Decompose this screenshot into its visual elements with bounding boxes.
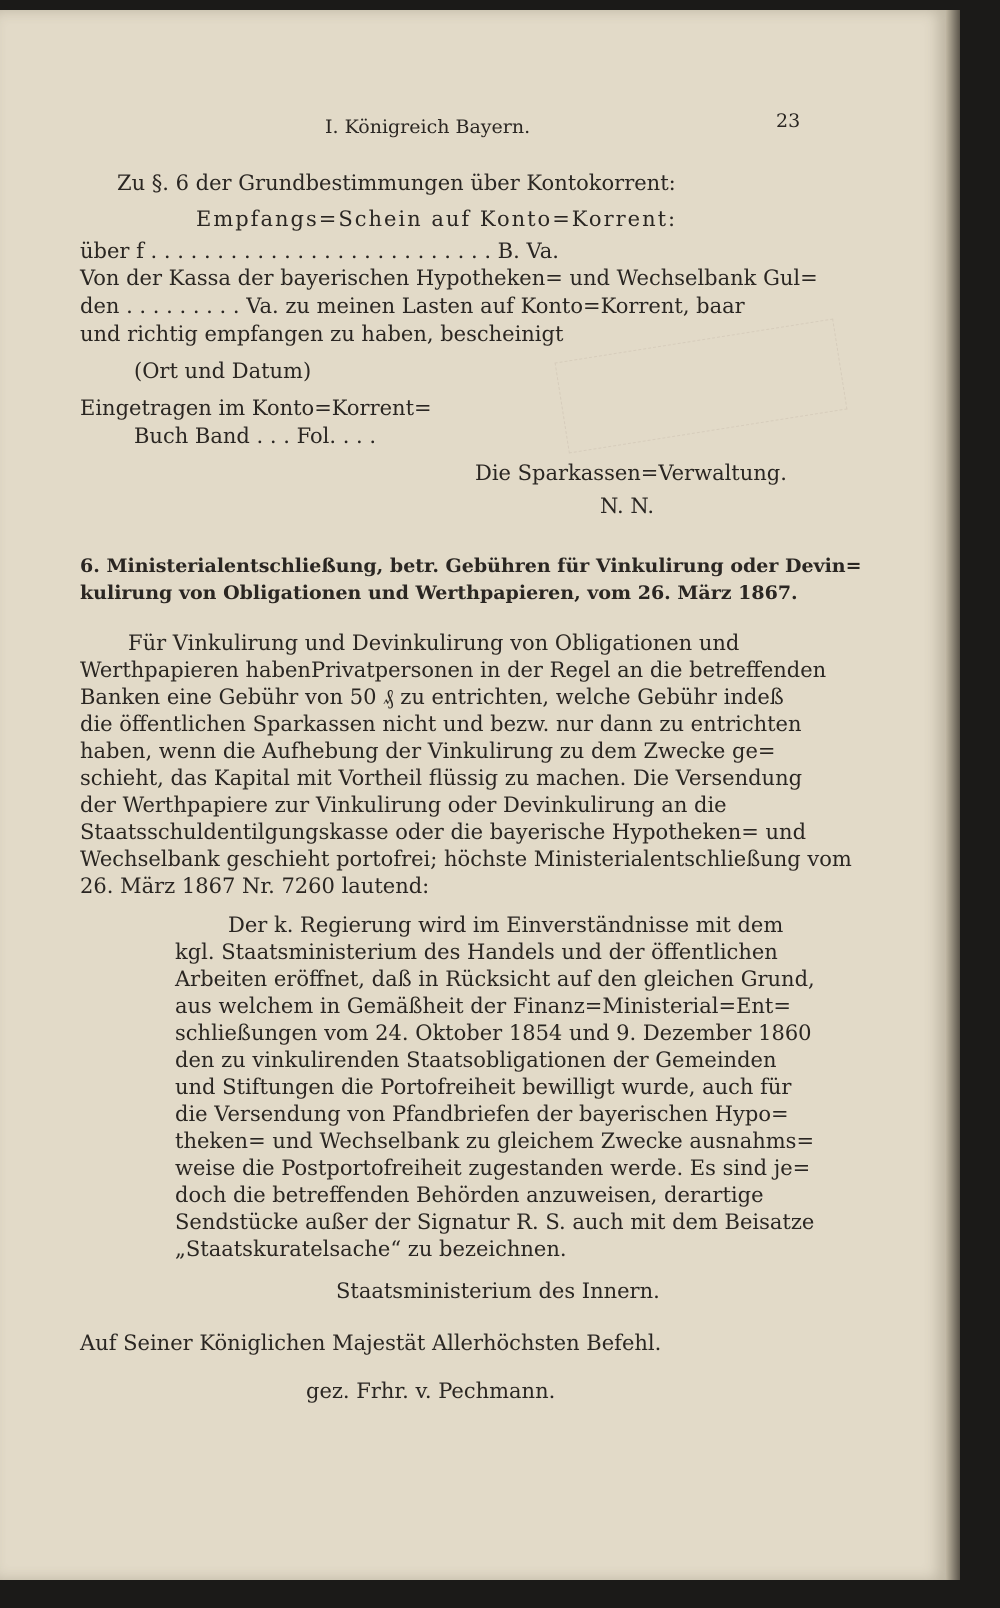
body-line: Wechselbank geschieht portofrei; höchste Ministerialentschließung vom [80,847,852,871]
command-line: Auf Seiner Königlichen Majestät Allerhöchsten Befehl. [80,1331,662,1355]
body-line: schieht, das Kapital mit Vortheil flüssig zu machen. Die Versendung [80,766,803,790]
ministry-line: Staatsministerium des Innern. [336,1279,660,1303]
quote-line: kgl. Staatsministerium des Handels und der öffentlichen [175,940,778,964]
quote-line: „Staatskuratelsache“ zu bezeichnen. [175,1237,567,1261]
quote-line: doch die betreffenden Behörden anzuweisen, derartige [175,1183,764,1207]
form-heading: Empfangs=Schein auf Konto=Korrent: [196,207,678,231]
quote-line: Sendstücke außer der Signatur R. S. auch mit dem Beisatze [175,1210,815,1234]
body-line: haben, wenn die Aufhebung der Vinkulirung zu dem Zwecke ge= [80,739,776,763]
quote-line: weise die Postportofreiheit zugestanden werde. Es sind je= [175,1156,811,1180]
body-line: die öffentlichen Sparkassen nicht und bezw. nur dann zu entrichten [80,712,802,736]
quote-line: Der k. Regierung wird im Einverständnisse mit dem [228,913,784,937]
form-line: und richtig empfangen zu haben, bescheinigt [80,322,564,346]
quote-line: aus welchem in Gemäßheit der Finanz=Ministerial=Ent= [175,994,791,1018]
form-line: Von der Kassa der bayerischen Hypotheken= und Wechselbank Gul= [80,266,818,290]
quote-line: theken= und Wechselbank zu gleichem Zwecke ausnahms= [175,1129,815,1153]
quote-line: Arbeiten eröffnet, daß in Rücksicht auf den gleichen Grund, [175,967,815,991]
page-edge [946,10,960,1580]
quote-line: den zu vinkulirenden Staatsobligationen der Gemeinden [175,1048,777,1072]
body-line: Staatsschuldentilgungskasse oder die bayerische Hypotheken= und [80,820,807,844]
body-line: 26. März 1867 Nr. 7260 lautend: [80,874,430,898]
body-line: Für Vinkulirung und Devinkulirung von Obligationen und [128,631,740,655]
section-title: kulirung von Obligationen und Werthpapieren, vom 26. März 1867. [80,582,798,604]
quote-line: schließungen vom 24. Oktober 1854 und 9. Dezember 1860 [175,1021,812,1045]
section-title: 6. Ministerialentschließung, betr. Gebühren für Vinkulirung oder Devin= [80,555,862,577]
body-line: der Werthpapiere zur Vinkulirung oder Devinkulirung an die [80,793,727,817]
ledger-entry: Eingetragen im Konto=Korrent= [80,396,432,420]
body-line: Werthpapieren habenPrivatpersonen in der Regel an die betreffenden [80,658,827,682]
signed-line: gez. Frhr. v. Pechmann. [306,1379,556,1403]
form-intro: Zu §. 6 der Grundbestimmungen über Kontokorrent: [117,171,676,195]
body-line: Banken eine Gebühr von 50 ₰ zu entrichten, welche Gebühr indeß [80,685,784,709]
form-line: den . . . . . . . . . Va. zu meinen Lasten auf Konto=Korrent, baar [80,294,745,318]
quote-line: und Stiftungen die Portofreiheit bewilligt wurde, auch für [175,1075,792,1099]
signature-initials: N. N. [600,494,655,518]
authority-signature: Die Sparkassen=Verwaltung. [475,461,787,485]
ledger-entry: Buch Band . . . Fol. . . . [134,424,377,448]
page-number: 23 [776,110,801,132]
quote-line: die Versendung von Pfandbriefen der bayerischen Hypo= [175,1102,789,1126]
running-title: I. Königreich Bayern. [325,116,531,138]
place-date: (Ort und Datum) [134,359,312,383]
form-line: über f . . . . . . . . . . . . . . . . . . . . . . . . . . B. Va. [80,239,559,263]
